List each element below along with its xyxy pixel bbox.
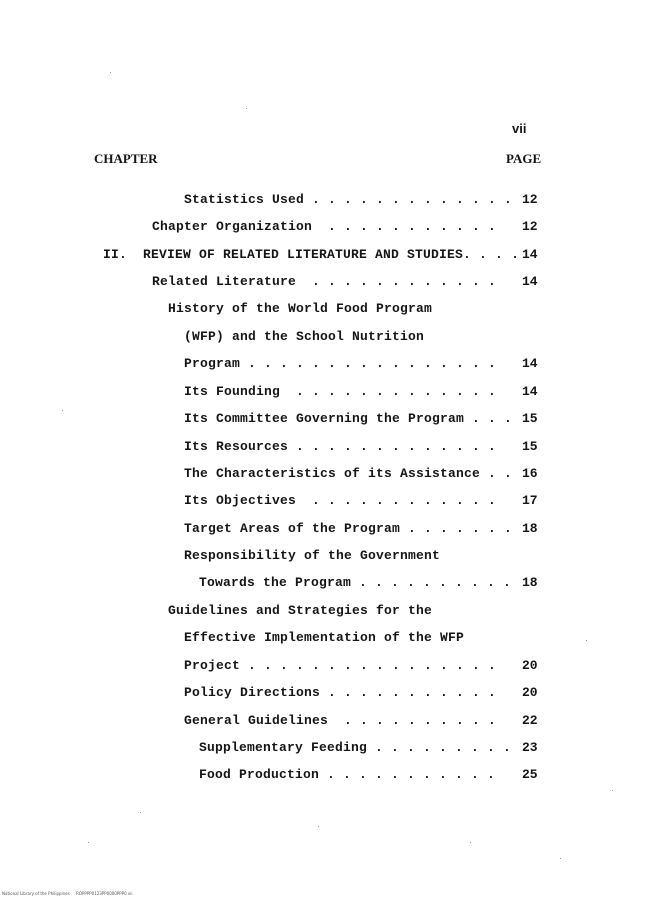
toc-entry-page: 18 (522, 521, 538, 536)
toc-entry-page: 15 (522, 411, 538, 426)
toc-entry-text: Responsibility of the Government (184, 548, 441, 563)
toc-entry-text: The Characteristics of its Assistance . . (184, 466, 513, 481)
toc-entry-text: Its Committee Governing the Program . . . (184, 411, 513, 426)
toc-entry-page: 23 (522, 740, 538, 755)
toc-entry-text: Guidelines and Strategies for the (168, 603, 433, 618)
page-header: PAGE (506, 151, 542, 166)
toc-entry-page: 15 (522, 439, 538, 454)
toc-entry-page: 20 (522, 658, 538, 673)
toc-entry-text: Target Areas of the Program . . . . . . . (184, 521, 513, 536)
toc-entry-text: Supplementary Feeding . . . . . . . . . (199, 740, 512, 755)
page-number: vii (512, 121, 527, 136)
toc-entry-page: 14 (522, 356, 538, 371)
toc-entry-page: 14 (522, 384, 538, 399)
toc-entry-text: Policy Directions . . . . . . . . . . . (184, 685, 497, 700)
toc-entry-page: 16 (522, 466, 538, 481)
toc-entry-page: 25 (522, 767, 538, 782)
toc-entry-text: Program . . . . . . . . . . . . . . . . (184, 356, 497, 371)
toc-entry-text: History of the World Food Program (168, 301, 433, 316)
toc-entry-text: Chapter Organization . . . . . . . . . . . (152, 219, 497, 234)
toc-entry-text: Related Literature . . . . . . . . . . . . (152, 274, 497, 289)
toc-entry-text: Project . . . . . . . . . . . . . . . . (184, 658, 497, 673)
toc-entry-text: Its Objectives . . . . . . . . . . . . (184, 493, 497, 508)
toc-entry-page: 12 (522, 219, 538, 234)
toc-entry-page: 20 (522, 685, 538, 700)
toc-entry-text: Its Founding . . . . . . . . . . . . . (184, 384, 497, 399)
toc-entry-text: Towards the Program . . . . . . . . . . (199, 575, 512, 590)
toc-entry-text: Statistics Used . . . . . . . . . . . . . (184, 192, 513, 207)
toc-entry-page: 12 (522, 192, 538, 207)
toc-entry-text: General Guidelines . . . . . . . . . . (184, 713, 497, 728)
toc-entry-page: 22 (522, 713, 538, 728)
toc-entry-page: 14 (522, 247, 538, 262)
toc-entry-page: 14 (522, 274, 538, 289)
scan-footer: National Library of the Philippines ROPPPP0123PP0000PPP0 vii (2, 891, 133, 896)
toc-entry-text: Its Resources . . . . . . . . . . . . . (184, 439, 497, 454)
toc-entry-page: 18 (522, 575, 538, 590)
toc-entry-text: (WFP) and the School Nutrition (184, 329, 425, 344)
chapter-header: CHAPTER (94, 151, 158, 166)
toc-entry-text: Effective Implementation of the WFP (184, 630, 465, 645)
toc-entry-text: Food Production . . . . . . . . . . . (199, 767, 496, 782)
toc-entry-page: 17 (522, 493, 538, 508)
toc-entry-text: II. REVIEW OF RELATED LITERATURE AND STUDIES. . . . (103, 247, 520, 262)
